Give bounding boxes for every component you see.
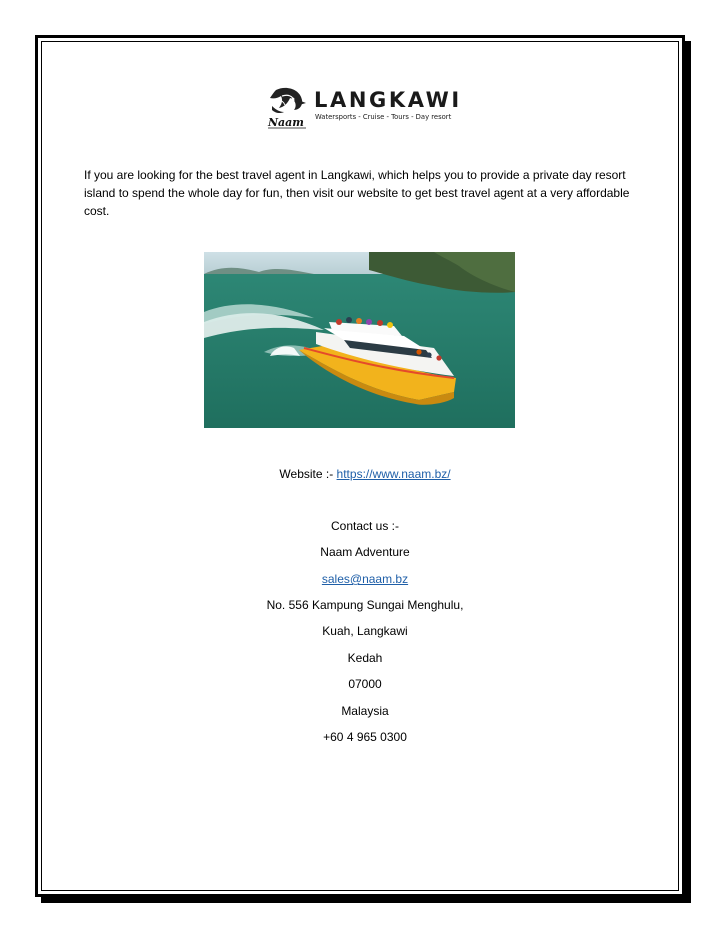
email-line [100,571,630,587]
website-label: Website :- [279,467,337,481]
brand-tagline: Watersports - Cruise - Tours - Day resort [315,113,452,121]
phone: +60 4 965 0300 [323,730,407,744]
boat-photo [204,252,515,428]
contact-heading: Contact us :- [330,519,400,533]
intro-paragraph: If you are looking for the best travel agent in Langkawi, which helps you to provide a private day resort island to spend the whole day for fun, then visit our website to get best travel agent at a very affordable cost. [84,168,630,218]
company-name: Naam Adventure [320,545,410,559]
eagle-logo-icon [262,86,312,130]
brand-name: LANGKAWI [314,88,462,112]
svg-text:Naam: Naam [268,116,304,129]
country: Malaysia [341,704,389,718]
website-link[interactable]: https://www.naam.bz/ [336,467,451,481]
postcode: 07000 [348,677,382,691]
website-line [100,466,630,482]
address-line-1: No. 556 Kampung Sungai Menghulu, [266,598,464,612]
email-link[interactable]: sales@naam.bz [321,572,409,586]
state: Kedah [347,651,383,665]
address-line-2: Kuah, Langkawi [322,624,408,638]
brand-logo [262,86,462,130]
